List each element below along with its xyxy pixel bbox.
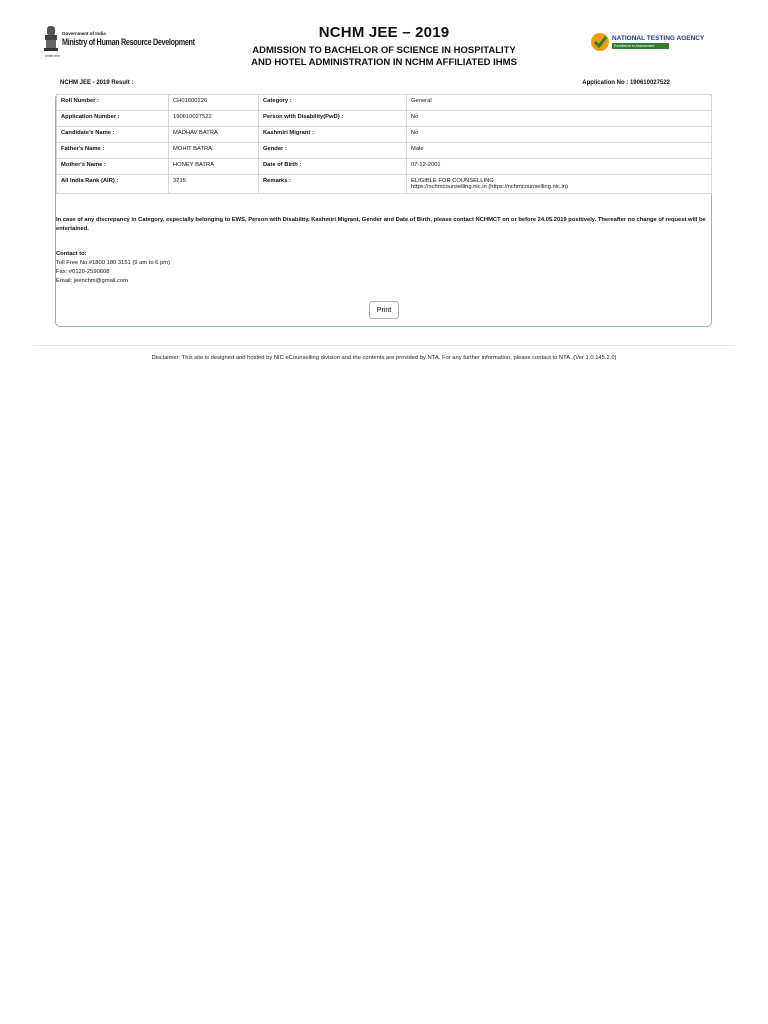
table-row	[57, 127, 712, 143]
remarks-status: ELIGIBLE FOR COUNSELLING	[411, 178, 494, 184]
value-air: 3215	[169, 175, 259, 194]
label-air: All India Rank (AIR) :	[57, 175, 169, 194]
nta-name: NATIONAL TESTING AGENCY	[612, 35, 705, 42]
application-label: Application No :	[582, 80, 629, 86]
remarks-link[interactable]: https://nchmcounselling.nic.in (https://nchmcounselling.nic.in)	[411, 184, 568, 190]
national-emblem-icon	[42, 24, 60, 58]
nta-tagline: Excellence in Assessment	[612, 43, 669, 49]
label-father-name: Father's Name :	[57, 143, 169, 159]
subtitle-line-1: ADMISSION TO BACHELOR OF SCIENCE IN HOSPITALITY	[252, 45, 516, 56]
label-mother-name: Mother's Name :	[57, 159, 169, 175]
subtitle-line-2: AND HOTEL ADMINISTRATION IN NCHM AFFILIATED IHMS	[251, 57, 517, 68]
page-title: NCHM JEE – 2019	[318, 24, 450, 41]
application-value: 190610027522	[629, 80, 670, 86]
value-kashmiri-migrant: No	[407, 127, 712, 143]
nta-logo	[590, 32, 720, 54]
print-button[interactable]: Print	[369, 301, 399, 319]
value-father-name: MOHIT BATRA	[169, 143, 259, 159]
value-roll-number: CH01600226	[169, 95, 259, 111]
gov-label: Government of India	[62, 31, 106, 36]
contact-info	[56, 250, 170, 286]
value-candidate-name: MADHAV BATRA	[169, 127, 259, 143]
label-kashmiri-migrant: Kashmiri Migrant :	[259, 127, 407, 143]
value-remarks	[407, 175, 712, 194]
result-heading: NCHM JEE - 2019 Result :	[60, 80, 134, 86]
contact-tollfree: Toll Free No.#1800 180 3151 (9 am to 6 pm)	[56, 260, 171, 266]
table-row	[57, 95, 712, 111]
label-remarks: Remarks :	[259, 175, 407, 194]
table-row	[57, 111, 712, 127]
page-title-block	[184, 24, 584, 69]
label-gender: Gender :	[259, 143, 407, 159]
value-category: General	[407, 95, 712, 111]
discrepancy-notice: In case of any discrepancy in Category, especially belonging to EWS, Person with Disability, Kashmiri Migrant, Gender and Date of Birth, please contact NCHMCT on or before 24.05.2019 positively. Thereafter no change of request will be entertained.	[56, 217, 706, 232]
value-date-of-birth: 07-12-2001	[407, 159, 712, 175]
table-row	[57, 175, 712, 194]
value-mother-name: HONEY BATRA	[169, 159, 259, 175]
label-roll-number: Roll Number :	[57, 95, 169, 111]
label-date-of-birth: Date of Birth :	[259, 159, 407, 175]
table-row	[57, 143, 712, 159]
application-number-header	[582, 80, 670, 86]
footer-divider	[33, 345, 735, 346]
label-pwd: Person with Disability(PwD) :	[259, 111, 407, 127]
emblem-motto: सत्यमेव जयते	[45, 54, 60, 58]
table-row	[57, 159, 712, 175]
page-header	[0, 0, 768, 78]
contact-fax: Fax: #0120-2590608	[56, 269, 110, 275]
label-category: Category :	[259, 95, 407, 111]
value-gender: Male	[407, 143, 712, 159]
ministry-name: Ministry of Human Resource Development	[62, 37, 195, 47]
contact-email: Email: jeenchm@gmail.com	[56, 278, 128, 284]
mhrd-logo	[42, 24, 195, 60]
result-meta	[60, 80, 670, 90]
value-application-number: 190610027522	[169, 111, 259, 127]
label-application-number: Application Number :	[57, 111, 169, 127]
label-candidate-name: Candidate's Name :	[57, 127, 169, 143]
page-subtitle	[184, 45, 584, 69]
details-table	[56, 94, 712, 194]
value-pwd: No	[407, 111, 712, 127]
nta-check-icon	[590, 32, 610, 52]
contact-title: Contact to:	[56, 251, 87, 257]
disclaimer: Disclaimer: This site is designed and hosted by NIC eCounselling division and the contents are provided by NTA. For any further information, please contact to NTA. (Ver 1.0.145.2.0)	[151, 355, 617, 361]
